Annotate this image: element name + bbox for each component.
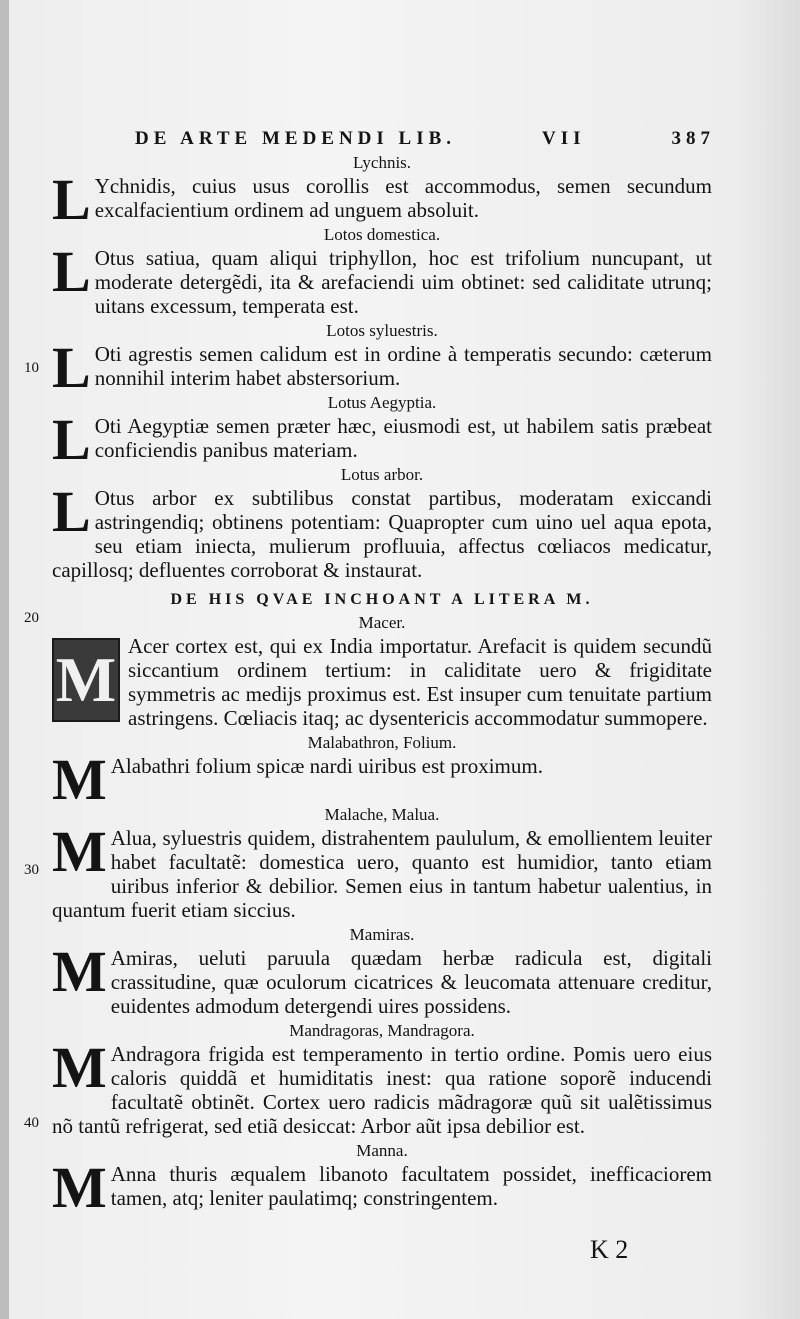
entry-paragraph bbox=[52, 239, 712, 318]
entry-heading: Macer. bbox=[358, 613, 406, 632]
entry-text: Oti agrestis semen calidum est in ordine à temperatis secundo: cæterum nonnihil interim habet abstersorium. bbox=[94, 342, 712, 390]
entry-paragraph bbox=[52, 747, 712, 812]
entry-heading: Lotus arbor. bbox=[340, 465, 424, 484]
entry-text: Alua, syluestris quidem, distrahentem paululum, & emollientem leuiter habet facultatẽ: domestica uero, quanto est humidior, tanto etiam uiribus inferior & debilior. Semen eius in tantum habetur ualentius, in quantum fuerit etiam siccius. bbox=[52, 826, 712, 922]
entry-heading: Lotus Aegyptia. bbox=[327, 393, 437, 412]
entry-heading: Lotos syluestris. bbox=[326, 321, 438, 340]
entry-paragraph bbox=[52, 634, 712, 730]
entry-paragraph bbox=[52, 479, 712, 582]
running-head-title: DE ARTE MEDENDI LIB. bbox=[135, 128, 457, 149]
entry-heading: Lotos domestica. bbox=[323, 225, 441, 244]
initial-letter: L bbox=[52, 335, 91, 400]
section-heading: DE HIS QVAE INCHOANT A LITERA M. bbox=[170, 591, 594, 608]
entry-heading: Mandragoras, Mandragora. bbox=[289, 1021, 475, 1040]
initial-letter: L bbox=[52, 479, 91, 544]
decorated-initial: M bbox=[52, 638, 120, 722]
entry-heading: Lychnis. bbox=[352, 153, 412, 172]
entry-paragraph bbox=[52, 819, 712, 922]
entry-text: Otus satiua, quam aliqui triphyllon, hoc est trifolium nuncupant, ut moderate detergẽdi, ita & arefaciendi uim obtinet: sed caliditate utrunq; uitans excessum, temperata est. bbox=[94, 246, 712, 318]
line-number: 10 bbox=[24, 360, 39, 376]
entry-paragraph bbox=[52, 335, 712, 400]
initial-letter: M bbox=[52, 939, 107, 1004]
initial-letter: M bbox=[52, 1035, 107, 1100]
initial-letter: M bbox=[52, 747, 107, 812]
entry-paragraph bbox=[52, 407, 712, 472]
entry-text: Otus arbor ex subtilibus constat partibus, moderatam exiccandi astringendiq; obtinens potentiam: Quapropter cum uino uel aqua epota, seu etiam iniecta, mulierum profluuia, affectus cœliacos medicatur, capillosq; defluentes corroborat & instaurat. bbox=[52, 486, 712, 582]
line-number: 30 bbox=[24, 862, 39, 878]
entry-heading: Mamiras. bbox=[349, 925, 415, 944]
entry-text: Andragora frigida est temperamento in tertio ordine. Pomis uero eius caloris quiddã et humiditatis inest: qua ratione soporẽ inducendi facultatẽ obtinẽt. Cortex uero radicis mãdragoræ quũ sit ualẽtissimus nõ tantũ refrigerat, sed etiã desiccat: Arbor aũt ipsa debilior est. bbox=[52, 1042, 712, 1138]
entry-text: Oti Aegyptiæ semen præter hæc, eiusmodi est, ut habilem satis præbeat conficiendis panibus materiam. bbox=[94, 414, 712, 462]
line-number: 40 bbox=[24, 1115, 39, 1131]
entry-heading: Malache, Malua. bbox=[324, 805, 440, 824]
entry-text: Acer cortex est, qui ex India importatur. Arefacit is quidem secundũ siccantium ordinem tertium: in caliditate uero & frigiditate symmetris ac medijs proximus est. Est insuper cum tenuitate partium astringens. Cœliacis itaq; ac dysentericis accommodatur summopere. bbox=[128, 634, 712, 730]
line-number: 20 bbox=[24, 610, 39, 626]
initial-letter: L bbox=[52, 167, 91, 232]
running-head-book: VII bbox=[542, 128, 586, 149]
initial-letter: L bbox=[52, 407, 91, 472]
entry-text: Alabathri folium spicæ nardi uiribus est proximum. bbox=[110, 754, 543, 778]
page-number: 387 bbox=[671, 128, 715, 149]
entry-paragraph bbox=[52, 1035, 712, 1138]
entry-paragraph bbox=[52, 167, 712, 232]
initial-letter: M bbox=[52, 1155, 107, 1220]
signature-mark: K 2 bbox=[590, 1235, 629, 1264]
initial-letter: L bbox=[52, 239, 91, 304]
entry-paragraph bbox=[52, 939, 712, 1018]
page-body bbox=[52, 152, 712, 1220]
entry-heading: Malabathron, Folium. bbox=[307, 733, 457, 752]
running-head bbox=[135, 128, 715, 150]
initial-letter: M bbox=[52, 819, 107, 884]
entry-text: Ychnidis, cuius usus corollis est accommodus, semen secundum excalfacientium ordinem ad unguem absoluit. bbox=[94, 174, 712, 222]
page-edge bbox=[0, 0, 9, 1319]
entry-text: Anna thuris æqualem libanoto facultatem possidet, inefficaciorem tamen, atq; leniter paulatimq; constringentem. bbox=[110, 1162, 712, 1210]
entry-text: Amiras, ueluti paruula quædam herbæ radicula est, digitali crassitudine, quæ oculorum cicatrices & leucomata attenuare creditur, euidentes admodum detergendi uires possidens. bbox=[110, 946, 712, 1018]
entry-heading: Manna. bbox=[356, 1141, 408, 1160]
entry-paragraph bbox=[52, 1155, 712, 1220]
